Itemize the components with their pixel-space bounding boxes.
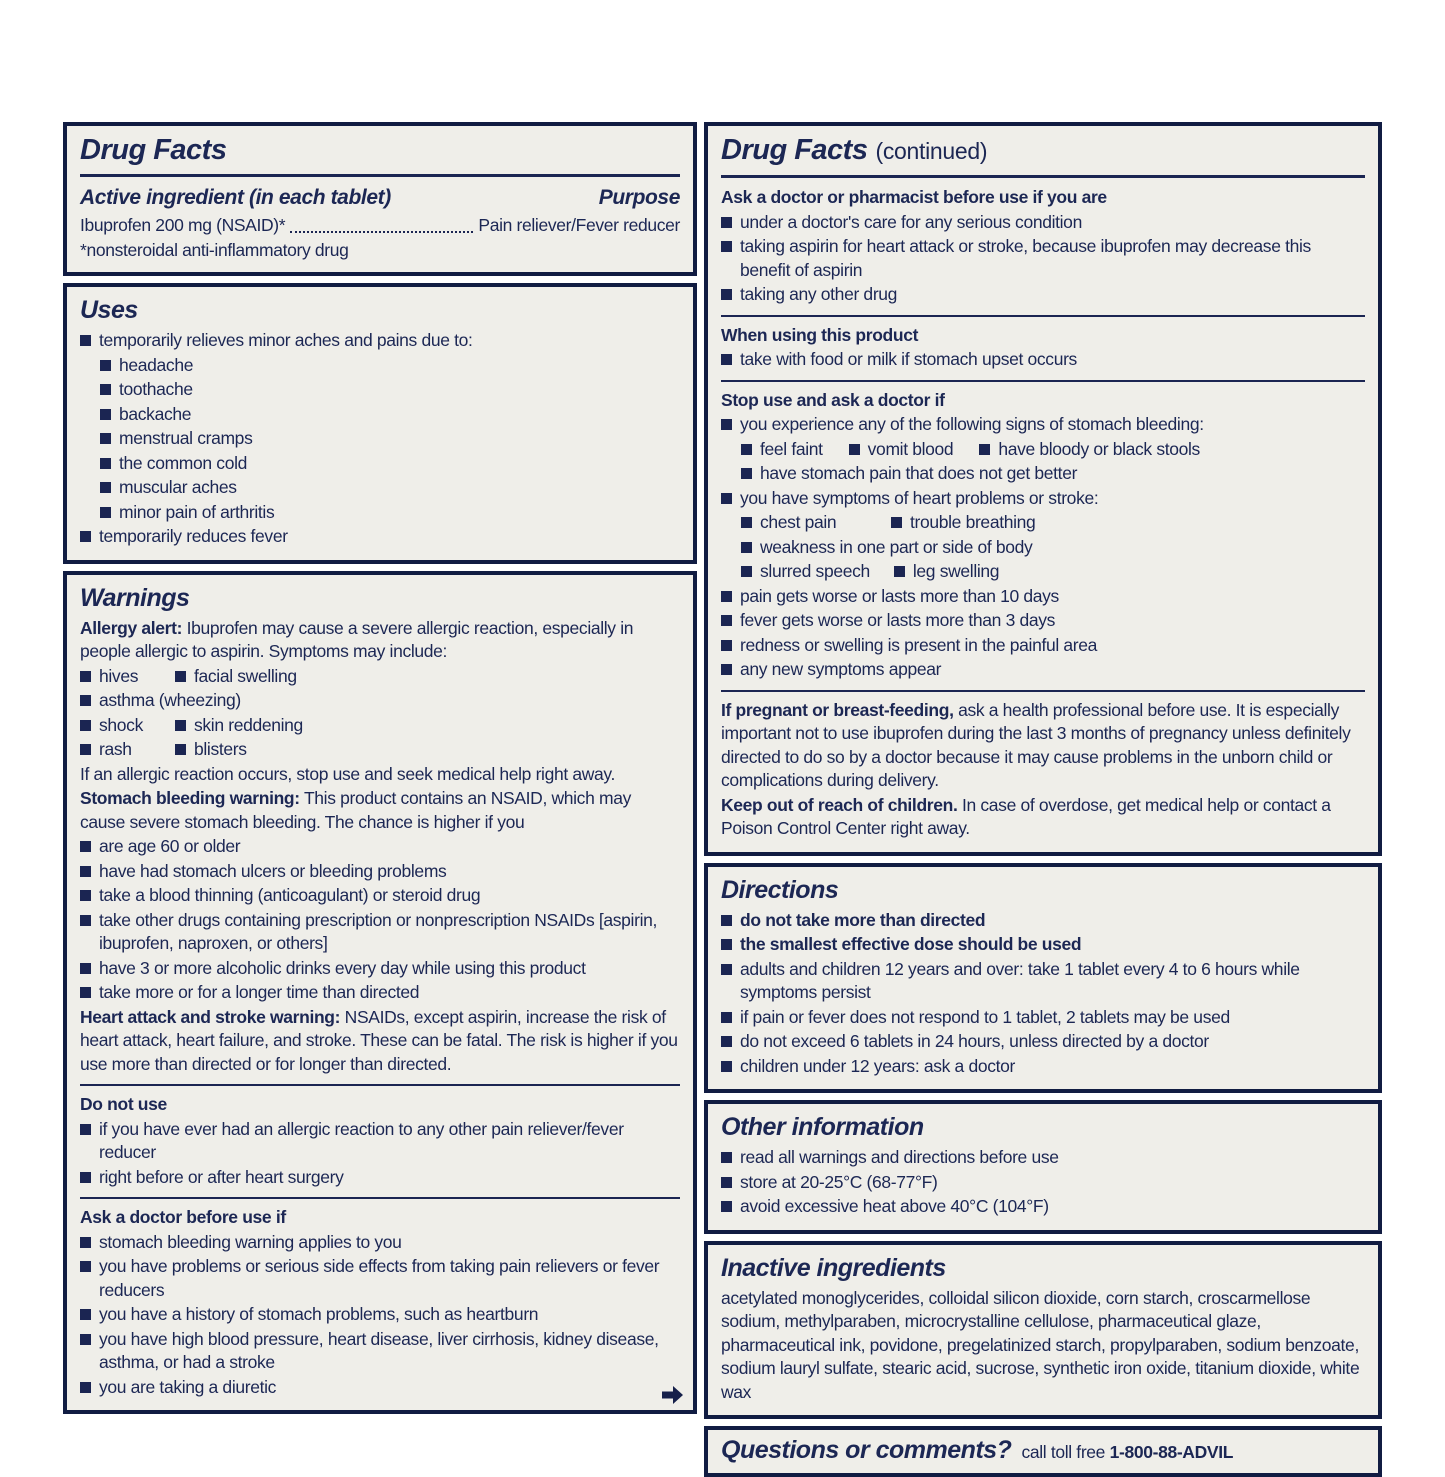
divider-rule	[721, 690, 1365, 692]
bullet-square-icon	[80, 866, 91, 877]
bullet-square-icon	[100, 482, 111, 493]
text-run: do not exceed 6 tablets in 24 hours, unless directed by a doctor	[740, 1031, 1209, 1051]
section-title-text: Uses	[80, 296, 138, 324]
bullet-item	[80, 1118, 680, 1165]
text-run: muscular aches	[119, 477, 237, 497]
text-run: temporarily relieves minor aches and pains due to:	[99, 330, 473, 350]
subsection-heading: Do not use	[80, 1094, 167, 1114]
bullet-text	[740, 283, 1365, 307]
bullet-square-icon	[80, 1334, 91, 1345]
bullet-item	[100, 476, 680, 500]
bullet-row	[80, 738, 680, 762]
bullet-text	[740, 585, 1365, 609]
bullet-square-icon	[175, 720, 186, 731]
column-headings-row	[80, 185, 680, 211]
text-run: weakness in one part or side of body	[760, 536, 1033, 557]
footnote: *nonsteroidal anti-inflammatory drug	[80, 239, 349, 260]
bullet-square-icon	[741, 566, 752, 577]
bullet-entry	[741, 560, 870, 584]
section-box-directions	[704, 863, 1382, 1094]
bullet-square-icon	[80, 531, 91, 542]
bullet-square-icon	[721, 939, 732, 950]
bullet-text	[740, 1030, 1365, 1054]
bullet-item	[721, 933, 1365, 957]
bullet-item	[100, 403, 680, 427]
bullet-entry	[891, 511, 1035, 535]
bullet-square-icon	[721, 591, 732, 602]
bullet-text	[740, 634, 1365, 658]
bullet-text	[740, 1146, 1365, 1170]
bullet-square-icon	[894, 566, 905, 577]
bullet-square-icon	[80, 1309, 91, 1320]
bullet-text	[740, 1055, 1365, 1079]
text-run: fever gets worse or lasts more than 3 days	[740, 610, 1056, 630]
bullet-entry	[175, 665, 297, 689]
bullet-item	[80, 689, 680, 713]
bullet-text	[740, 658, 1365, 682]
text-run: read all warnings and directions before use	[740, 1147, 1059, 1167]
bullet-entry	[80, 714, 175, 738]
bullet-item	[80, 835, 680, 859]
bullet-text: trouble breathing	[910, 512, 1036, 532]
text-run: take a blood thinning (anticoagulant) or steroid drug	[99, 885, 481, 905]
section-title-text: Inactive ingredients	[721, 1253, 946, 1282]
bullet-item	[721, 348, 1365, 372]
bullet-item	[80, 1255, 680, 1302]
bullet-text	[119, 354, 680, 378]
bullet-text	[99, 1303, 680, 1327]
text-run: taking aspirin for heart attack or stroke, because ibuprofen may decrease this benefit of aspirin	[740, 236, 1311, 280]
bullet-square-icon	[721, 493, 732, 504]
paragraph	[80, 763, 680, 787]
bullet-square-icon	[100, 507, 111, 518]
subsection-heading: When using this product	[721, 324, 919, 345]
paragraph	[721, 794, 1365, 841]
bullet-item	[80, 525, 680, 549]
right-column	[704, 122, 1382, 1477]
bullet-item	[721, 235, 1365, 282]
paragraph	[721, 699, 1365, 793]
bullet-text	[99, 884, 680, 908]
text-run: If an allergic reaction occurs, stop use and seek medical help right away.	[80, 763, 616, 784]
bullet-item	[80, 1328, 680, 1375]
bullet-square-icon	[100, 409, 111, 420]
bullet-item	[100, 427, 680, 451]
bullet-item	[741, 536, 1365, 560]
text-run: you have symptoms of heart problems or stroke:	[740, 487, 1099, 508]
bullet-text	[99, 525, 680, 549]
bullet-item	[721, 585, 1365, 609]
bullet-text	[99, 1166, 680, 1190]
text-run: asthma (wheezing)	[99, 690, 241, 710]
text-run: do not take more than directed	[740, 909, 986, 930]
bullet-entry	[741, 438, 823, 462]
text-run: the smallest effective dose should be used	[740, 934, 1082, 954]
text-run: menstrual cramps	[119, 428, 253, 448]
bullet-text	[119, 403, 680, 427]
bullet-row	[741, 511, 1365, 535]
bullet-entry	[894, 560, 999, 584]
text-run: under a doctor's care for any serious condition	[740, 211, 1082, 232]
section-title-suffix: (continued)	[875, 138, 988, 164]
bullet-square-icon	[80, 1124, 91, 1135]
bullet-text	[740, 1195, 1365, 1219]
bullet-square-icon	[721, 1061, 732, 1072]
bullet-text	[740, 958, 1365, 1005]
text-run: take more or for a longer time than directed	[99, 982, 420, 1002]
text-run: the common cold	[119, 452, 248, 473]
bullet-text: rash	[99, 739, 132, 759]
section-title	[80, 295, 680, 325]
text-run: Heart attack and stroke warning:	[80, 1006, 341, 1027]
bullet-text: hives	[99, 665, 139, 686]
continuation-arrow-icon	[662, 1385, 684, 1405]
text-run: you have a history of stomach problems, such as heartburn	[99, 1304, 539, 1324]
bullet-item	[721, 909, 1365, 933]
bullet-text	[740, 348, 1365, 372]
drug-facts-panel	[63, 122, 1382, 1477]
bullet-item	[100, 354, 680, 378]
divider-rule	[80, 1197, 680, 1199]
bullet-square-icon	[721, 1152, 732, 1163]
bullet-item	[721, 1146, 1365, 1170]
text-run: you have problems or serious side effects from taking pain relievers or fever reducers	[99, 1256, 660, 1300]
bullet-square-icon	[721, 964, 732, 975]
text-run: backache	[119, 403, 192, 424]
bullet-square-icon	[100, 360, 111, 371]
bullet-text: leg swelling	[912, 561, 1000, 581]
text-run: Stomach bleeding warning:	[80, 788, 300, 808]
bullet-text	[119, 476, 680, 500]
paragraph	[80, 617, 680, 664]
section-box-warnings	[63, 571, 697, 1415]
bullet-item	[80, 329, 680, 353]
text-run: take other drugs containing prescription or nonprescription NSAIDs [aspirin, ibuprofen, naproxen, or others]	[99, 909, 658, 953]
text-run: stomach bleeding warning applies to you	[99, 1231, 402, 1252]
bullet-square-icon	[891, 517, 902, 528]
bullet-text	[740, 211, 1365, 235]
bullet-text: slurred speech	[760, 561, 870, 581]
left-column	[63, 122, 697, 1414]
bullet-square-icon	[100, 433, 111, 444]
section-box-uses	[63, 283, 697, 564]
bullet-entry	[979, 438, 1200, 462]
divider-rule	[721, 315, 1365, 317]
bullet-item	[721, 1006, 1365, 1030]
bullet-text	[99, 689, 680, 713]
text-run: NSAIDs, except aspirin, increase the risk of heart attack, heart failure, and stroke. These can be fatal. The risk is higher if you use more than directed or for longer than directed.	[80, 1006, 678, 1074]
bullet-square-icon	[100, 384, 111, 395]
bullet-text	[740, 487, 1365, 511]
bullet-square-icon	[721, 1012, 732, 1023]
text-run: have 3 or more alcoholic drinks every day while using this product	[99, 957, 586, 978]
bullet-item	[721, 413, 1365, 437]
bullet-square-icon	[80, 841, 91, 852]
text-run: Keep out of reach of children.	[721, 794, 958, 815]
text-run: take with food or milk if stomach upset occurs	[740, 349, 1077, 369]
bullet-row	[80, 665, 680, 689]
bullet-text	[740, 1171, 1365, 1195]
bullet-row	[741, 438, 1365, 462]
section-box-other-information	[704, 1100, 1382, 1234]
bullet-square-icon	[741, 542, 752, 553]
bullet-item	[721, 283, 1365, 307]
bullet-square-icon	[100, 458, 111, 469]
text-run: taking any other drug	[740, 284, 898, 304]
bullet-square-icon	[721, 217, 732, 228]
section-title-text: Other information	[721, 1113, 924, 1141]
text-run: toothache	[119, 379, 193, 399]
text-run: Allergy alert:	[80, 617, 183, 638]
text-run: have had stomach ulcers or bleeding problems	[99, 860, 447, 881]
bullet-text	[99, 957, 680, 981]
bullet-square-icon	[721, 354, 732, 365]
bullet-square-icon	[175, 744, 186, 755]
bullet-item	[80, 1376, 680, 1400]
section-title-text: Drug Facts	[721, 134, 868, 166]
bullet-text	[99, 329, 680, 353]
bullet-text: have bloody or black stools	[998, 438, 1200, 459]
bullet-item	[721, 1030, 1365, 1054]
ingredient-name: Ibuprofen 200 mg (NSAID)*	[80, 215, 286, 235]
bullet-entry	[175, 714, 303, 738]
bullet-text	[119, 427, 680, 451]
bullet-item	[80, 860, 680, 884]
bullet-item	[100, 378, 680, 402]
paragraph	[80, 787, 680, 834]
bullet-square-icon	[721, 1201, 732, 1212]
section-title	[721, 875, 1365, 905]
text-run: If pregnant or breast-feeding,	[721, 699, 954, 720]
bullet-item	[721, 958, 1365, 1005]
text-run: temporarily reduces fever	[99, 526, 288, 546]
bullet-text	[99, 909, 680, 956]
divider-rule	[721, 380, 1365, 382]
bullet-item	[80, 981, 680, 1005]
bullet-row	[741, 560, 1365, 584]
bullet-item	[721, 1055, 1365, 1079]
section-box-inactive-ingredients	[704, 1241, 1382, 1420]
bullet-item	[721, 634, 1365, 658]
bullet-square-icon	[849, 444, 860, 455]
bullet-text	[740, 1006, 1365, 1030]
bullet-text	[99, 1376, 680, 1400]
divider-rule	[80, 1084, 680, 1086]
text-run: you have high blood pressure, heart disease, liver cirrhosis, kidney disease, asthma, or had a stroke	[99, 1328, 659, 1372]
bullet-text	[99, 860, 680, 884]
bullet-entry	[175, 738, 247, 762]
text-run: redness or swelling is present in the painful area	[740, 634, 1098, 655]
bullet-text	[740, 909, 1365, 933]
bullet-text	[99, 1255, 680, 1302]
section-title	[80, 134, 680, 177]
text-run: you are taking a diuretic	[99, 1376, 277, 1397]
bullet-square-icon	[80, 695, 91, 706]
bullet-text	[99, 1231, 680, 1255]
section-title-text: Drug Facts	[80, 134, 227, 166]
active-ingredient-heading: Active ingredient (in each tablet)	[80, 186, 391, 209]
text-run: This product contains an NSAID, which may cause severe stomach bleeding. The chance is higher if you	[80, 788, 631, 832]
text-run: adults and children 12 years and over: take 1 tablet every 4 to 6 hours while symptoms persist	[740, 958, 1300, 1002]
text-run: 1-800-88-ADVIL	[1109, 1442, 1234, 1462]
text-run: any new symptoms appear	[740, 659, 942, 679]
bullet-text	[740, 413, 1365, 437]
bullet-text: shock	[99, 714, 143, 735]
bullet-text: vomit blood	[867, 438, 954, 459]
text-run: call toll free	[1021, 1442, 1110, 1462]
paragraph	[721, 1287, 1365, 1405]
bullet-square-icon	[721, 289, 732, 300]
section-title-text: Questions or comments?	[721, 1436, 1012, 1464]
bullet-square-icon	[80, 1237, 91, 1248]
bullet-square-icon	[80, 744, 91, 755]
section-title	[721, 1435, 1011, 1465]
bullet-item	[721, 1171, 1365, 1195]
bullet-square-icon	[80, 1261, 91, 1272]
text-run: avoid excessive heat above 40°C (104°F)	[740, 1196, 1049, 1216]
bullet-square-icon	[741, 444, 752, 455]
bullet-text	[760, 536, 1365, 560]
subsection-heading: Stop use and ask a doctor if	[721, 389, 945, 410]
bullet-text: blisters	[194, 739, 247, 759]
text-run: if pain or fever does not respond to 1 tablet, 2 tablets may be used	[740, 1006, 1230, 1027]
bullet-item	[721, 609, 1365, 633]
section-title	[721, 1112, 1365, 1142]
bullet-text	[740, 609, 1365, 633]
bullet-square-icon	[721, 615, 732, 626]
bullet-item	[80, 1166, 680, 1190]
text-run: Ibuprofen may cause a severe allergic reaction, especially in people allergic to aspirin. Symptoms may include:	[80, 617, 634, 661]
bullet-text	[99, 981, 680, 1005]
bullet-square-icon	[741, 468, 752, 479]
bullet-item	[721, 658, 1365, 682]
text-run: store at 20-25°C (68-77°F)	[740, 1171, 938, 1192]
text-run: have stomach pain that does not get better	[760, 463, 1078, 483]
purpose-heading: Purpose	[598, 186, 680, 209]
bullet-entry	[80, 665, 175, 689]
bullet-text	[99, 835, 680, 859]
section-title-text: Directions	[721, 875, 839, 904]
bullet-square-icon	[80, 335, 91, 346]
bullet-entry	[741, 511, 891, 535]
bullet-text: chest pain	[760, 512, 837, 532]
bullet-item	[80, 884, 680, 908]
bullet-text: facial swelling	[194, 665, 297, 686]
bullet-item	[721, 211, 1365, 235]
bullet-text	[99, 1118, 680, 1165]
ingredient-row	[80, 214, 680, 238]
text-run: if you have ever had an allergic reaction to any other pain reliever/fever reducer	[99, 1118, 624, 1162]
bullet-square-icon	[80, 1382, 91, 1393]
bullet-text	[740, 933, 1365, 957]
bullet-text	[119, 378, 680, 402]
subsection-heading: Ask a doctor before use if	[80, 1207, 286, 1227]
bullet-square-icon	[721, 241, 732, 252]
bullet-item	[80, 1231, 680, 1255]
section-title	[80, 583, 680, 613]
bullet-item	[721, 1195, 1365, 1219]
bullet-text	[119, 452, 680, 476]
bullet-square-icon	[741, 517, 752, 528]
bullet-text	[99, 1328, 680, 1375]
bullet-item	[80, 909, 680, 956]
text-run: minor pain of arthritis	[119, 501, 275, 522]
bullet-square-icon	[80, 987, 91, 998]
bullet-square-icon	[80, 890, 91, 901]
bullet-square-icon	[721, 1036, 732, 1047]
bullet-item	[80, 1303, 680, 1327]
bullet-square-icon	[80, 1172, 91, 1183]
bullet-item	[100, 452, 680, 476]
section-title	[721, 1253, 1365, 1283]
bullet-square-icon	[80, 963, 91, 974]
bullet-square-icon	[721, 664, 732, 675]
text-run: acetylated monoglycerides, colloidal silicon dioxide, corn starch, croscarmellose sodium, methylparaben, microcrystalline cellulose, pharmaceutical glaze, pharmaceutical ink, povidone, pregelatinized starch, propylparaben, sodium benzoate, sodium lauryl sulfate, stearic acid, sucrose, synthetic iron oxide, titanium dioxide, white wax	[721, 1287, 1360, 1402]
section-box-continued	[704, 122, 1382, 856]
bullet-row	[80, 714, 680, 738]
ingredient-purpose: Pain reliever/Fever reducer	[478, 215, 680, 235]
bullet-item	[80, 957, 680, 981]
dotted-leader	[290, 231, 473, 233]
bullet-text: skin reddening	[194, 714, 303, 735]
bullet-square-icon	[721, 419, 732, 430]
bullet-square-icon	[721, 915, 732, 926]
bullet-item	[100, 501, 680, 525]
bullet-text	[760, 462, 1365, 486]
section-title	[721, 134, 1365, 178]
section-box-questions	[704, 1426, 1382, 1477]
text-run: headache	[119, 354, 194, 375]
bullet-square-icon	[80, 720, 91, 731]
text-run: In case of overdose, get medical help or contact a Poison Control Center right away.	[721, 794, 1331, 838]
bullet-text	[740, 235, 1365, 282]
section-box-active-ingredient	[63, 122, 697, 276]
bullet-square-icon	[721, 640, 732, 651]
bullet-square-icon	[979, 444, 990, 455]
bullet-square-icon	[721, 1177, 732, 1188]
text-run: pain gets worse or lasts more than 10 days	[740, 585, 1059, 606]
bullet-square-icon	[80, 671, 91, 682]
bullet-entry	[80, 738, 175, 762]
bullet-text: feel faint	[760, 438, 823, 459]
paragraph	[80, 1006, 680, 1077]
subsection-heading: Ask a doctor or pharmacist before use if you are	[721, 187, 1107, 207]
text-run: children under 12 years: ask a doctor	[740, 1055, 1015, 1076]
text-run: ask a health professional before use. It is especially important not to use ibuprofen during the last 3 months of pregnancy unless definitely directed to do so by a doctor because it may cause problems in the unborn child or complications during delivery.	[721, 699, 1351, 790]
text-run: are age 60 or older	[99, 836, 241, 856]
bullet-entry	[849, 438, 954, 462]
bullet-text	[119, 501, 680, 525]
bullet-item	[721, 487, 1365, 511]
bullet-square-icon	[80, 915, 91, 926]
text-run: you experience any of the following signs of stomach bleeding:	[740, 414, 1204, 434]
section-title-text: Warnings	[80, 583, 190, 612]
text-run: right before or after heart surgery	[99, 1166, 344, 1187]
bullet-square-icon	[175, 671, 186, 682]
bullet-item	[741, 462, 1365, 486]
